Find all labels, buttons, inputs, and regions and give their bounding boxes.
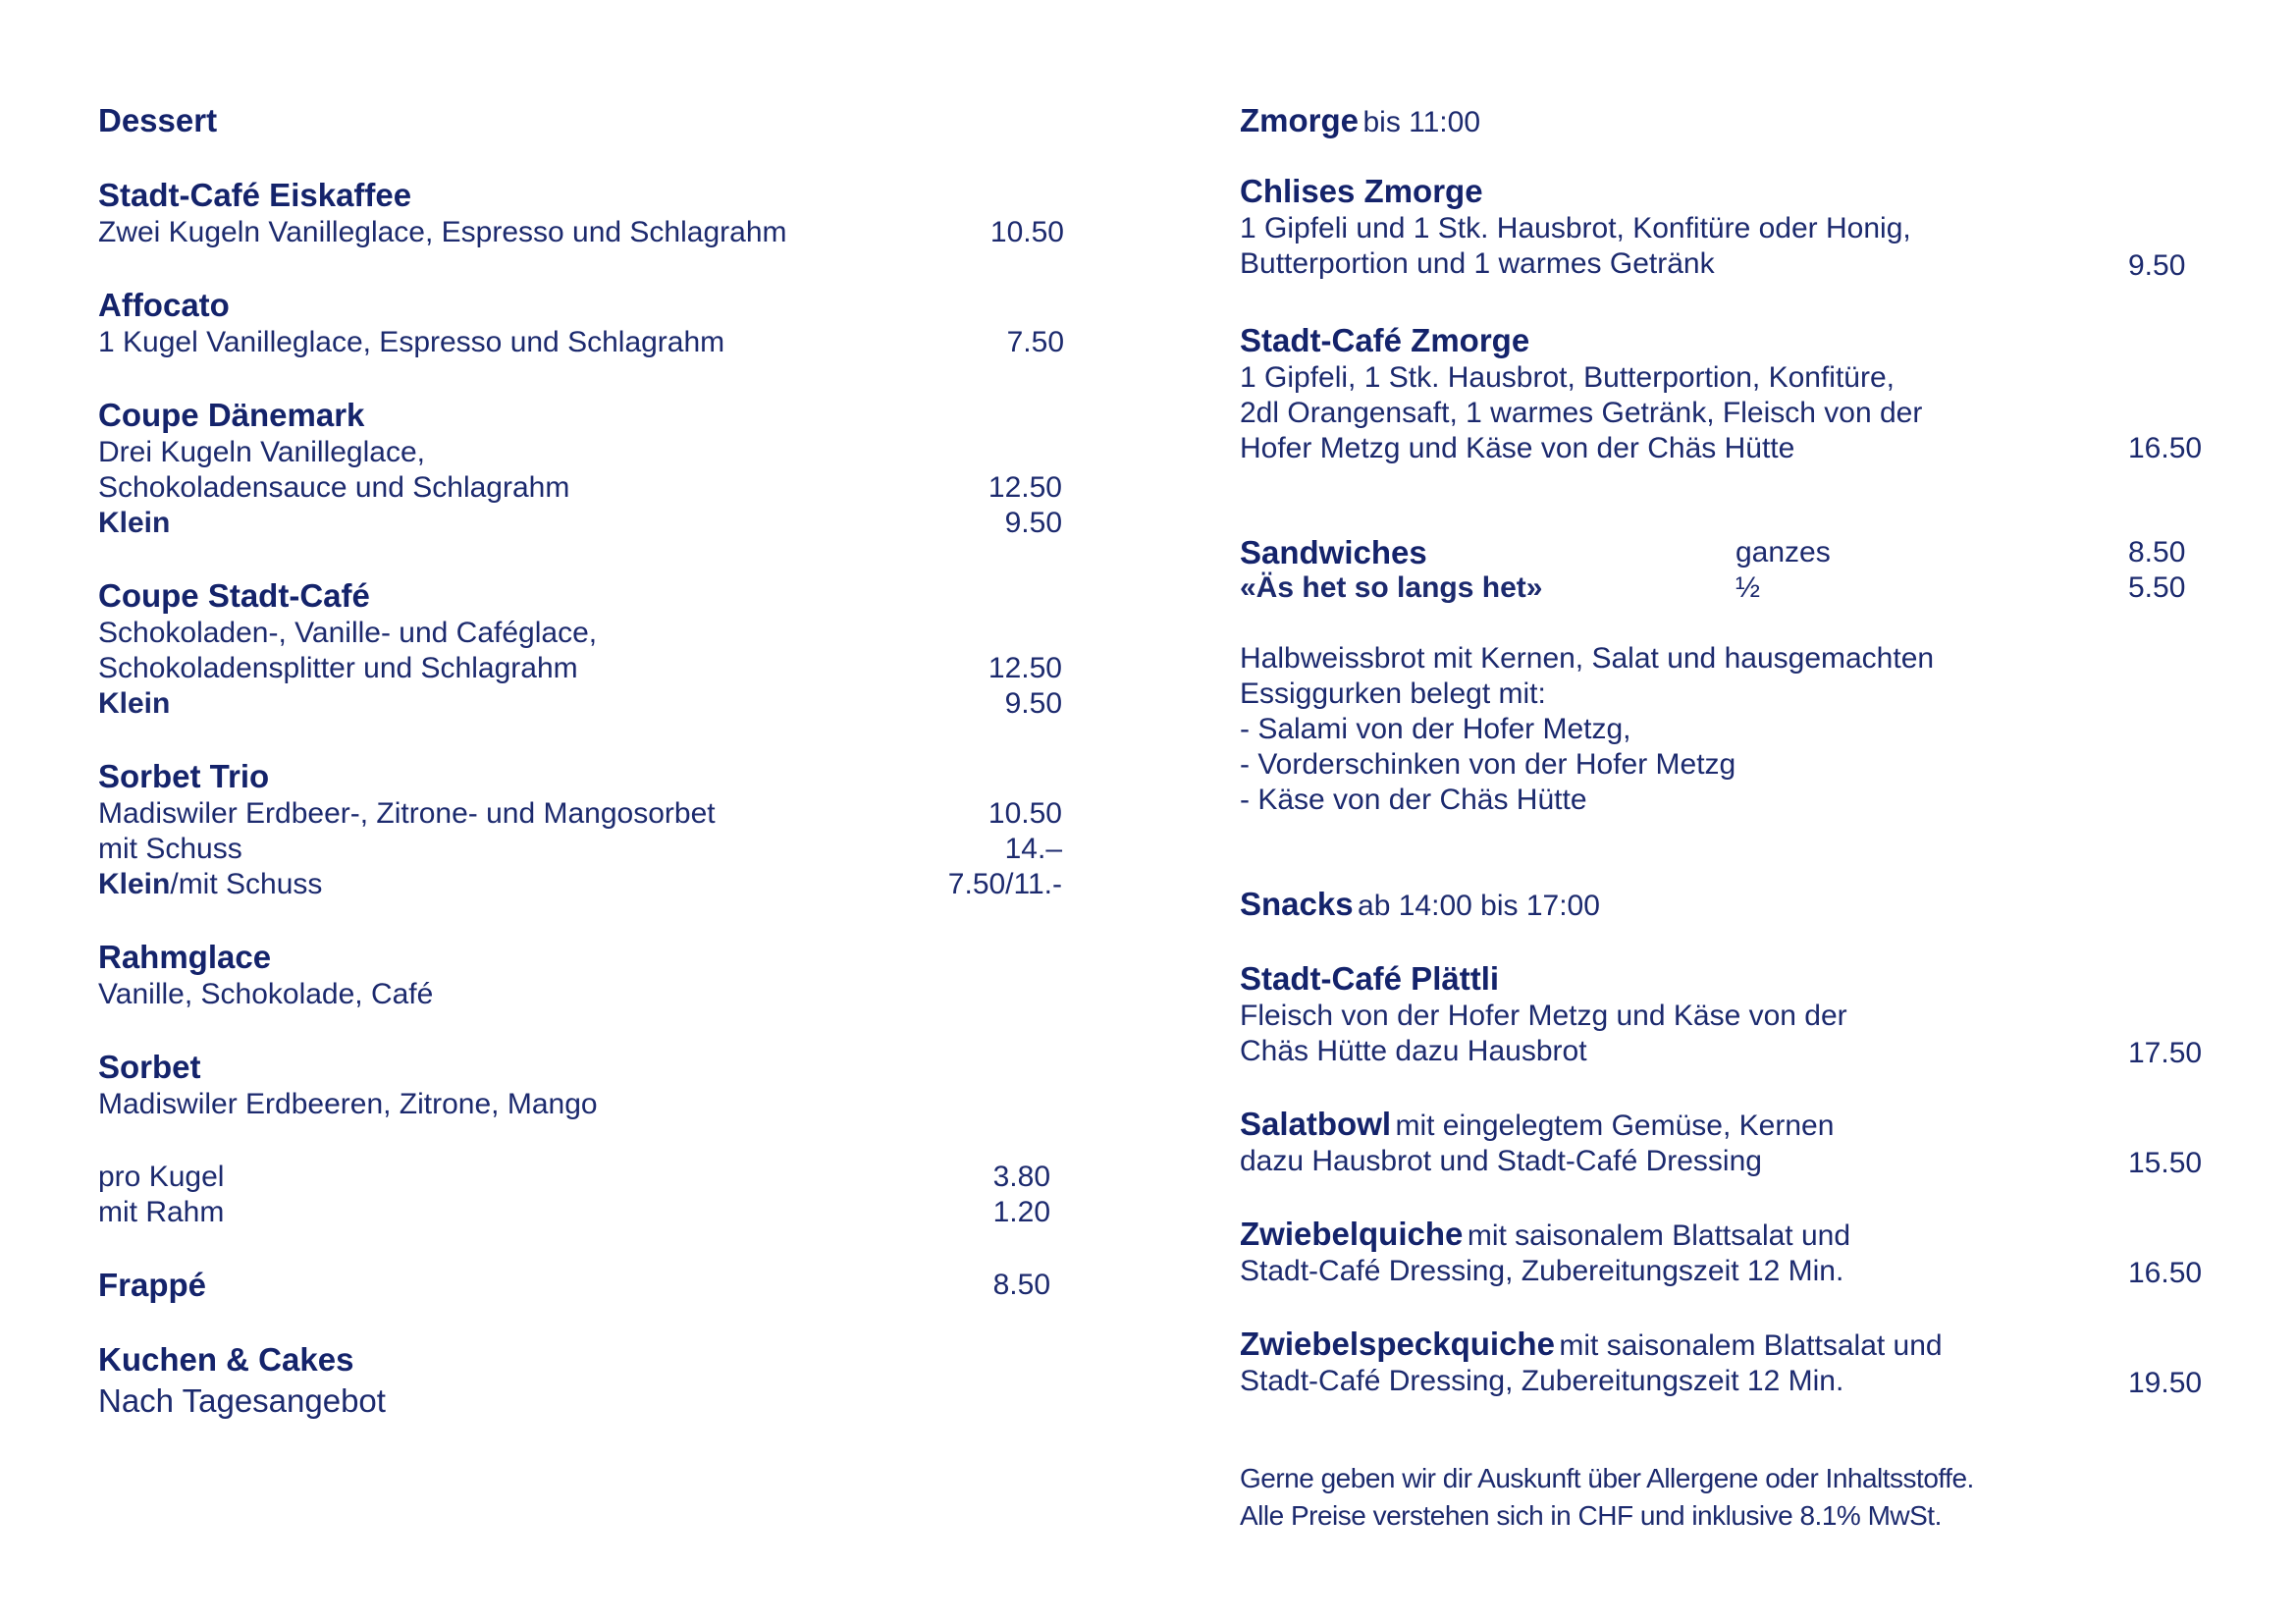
- item-name-coupe-stadtcafe: Coupe Stadt-Café: [98, 577, 370, 614]
- item-name-frappe: Frappé: [98, 1267, 207, 1303]
- item-klein-price-sorbet-trio: 7.50/11.-: [947, 868, 1062, 900]
- item-price-sorbet-trio: 10.50: [988, 797, 1062, 830]
- item-desc-coupe-stadtcafe-2: Schokoladensplitter und Schlagrahm: [98, 652, 578, 684]
- item-desc-plattli-2: Chäs Hütte dazu Hausbrot: [1240, 1035, 1587, 1067]
- item-row-speckquiche: [1240, 1327, 1943, 1361]
- item-desc-salatbowl-1: mit eingelegtem Gemüse, Kernen: [1395, 1110, 1835, 1142]
- sandwich-whole-label: ganzes: [1735, 536, 1831, 568]
- item-desc-stadtcafe-zmorge-2: 2dl Orangensaft, 1 warmes Getränk, Fleisch von der: [1240, 397, 1923, 429]
- kugel-label: pro Kugel: [98, 1161, 225, 1193]
- item-klein-row-sorbet-trio: [98, 870, 322, 899]
- item-small-label-danemark: Klein: [98, 507, 171, 539]
- item-row-zwiebelquiche: [1240, 1218, 1850, 1251]
- snacks-time: ab 14:00 bis 17:00: [1358, 890, 1600, 922]
- item-price-zwiebelquiche: 16.50: [2128, 1257, 2203, 1289]
- item-name-plattli: Stadt-Café Plättli: [1240, 960, 1500, 997]
- item-desc-kuchen: Nach Tagesangebot: [98, 1382, 386, 1419]
- section-title-dessert: Dessert: [98, 102, 218, 138]
- item-desc-speckquiche-1: mit saisonalem Blattsalat und: [1559, 1329, 1943, 1362]
- item-price-salatbowl: 15.50: [2128, 1147, 2203, 1179]
- item-name-stadtcafe-zmorge: Stadt-Café Zmorge: [1240, 322, 1530, 358]
- item-price-danemark: 12.50: [988, 471, 1062, 504]
- rahm-label: mit Rahm: [98, 1196, 225, 1228]
- item-desc-zwiebelquiche-1: mit saisonalem Blattsalat und: [1467, 1219, 1851, 1252]
- item-desc-stadtcafe-zmorge-3: Hofer Metzg und Käse von der Chäs Hütte: [1240, 432, 1795, 464]
- sandwich-item-2: - Vorderschinken von der Hofer Metzg: [1240, 748, 1736, 781]
- sandwich-subtitle: «Äs het so langs het»: [1240, 571, 1543, 604]
- item-desc-salatbowl-2: dazu Hausbrot und Stadt-Café Dressing: [1240, 1145, 1762, 1177]
- footer-note-allergens: Gerne geben wir dir Auskunft über Allergene oder Inhaltsstoffe.: [1240, 1463, 1974, 1493]
- item-schuss-label-sorbet-trio: mit Schuss: [98, 833, 242, 865]
- item-name-affocato: Affocato: [98, 287, 230, 323]
- sandwich-desc-2: Essiggurken belegt mit:: [1240, 677, 1546, 710]
- sandwich-item-3: - Käse von der Chäs Hütte: [1240, 784, 1587, 816]
- item-schuss-price-sorbet-trio: 14.–: [1004, 833, 1062, 865]
- section-title-zmorge-row: [1240, 104, 1480, 137]
- item-desc-danemark-1: Drei Kugeln Vanilleglace,: [98, 436, 425, 468]
- item-klein-suffix-sorbet-trio: /mit Schuss: [170, 868, 323, 900]
- item-name-sorbet: Sorbet: [98, 1049, 201, 1085]
- item-klein-label-sorbet-trio: Klein: [98, 868, 171, 900]
- item-desc-chlises-1: 1 Gipfeli und 1 Stk. Hausbrot, Konfitüre oder Honig,: [1240, 212, 1911, 244]
- item-price-speckquiche: 19.50: [2128, 1367, 2203, 1399]
- item-price-eiskaffee: 10.50: [989, 216, 1064, 248]
- item-desc-stadtcafe-zmorge-1: 1 Gipfeli, 1 Stk. Hausbrot, Butterportion, Konfitüre,: [1240, 361, 1896, 394]
- item-small-label-coupe-stadtcafe: Klein: [98, 687, 171, 720]
- item-name-sorbet-trio: Sorbet Trio: [98, 758, 270, 794]
- sandwich-half-label: ½: [1735, 571, 1761, 604]
- item-small-price-coupe-stadtcafe: 9.50: [1004, 687, 1062, 720]
- kugel-price: 3.80: [992, 1161, 1050, 1193]
- item-desc-affocato: 1 Kugel Vanilleglace, Espresso und Schlagrahm: [98, 326, 725, 358]
- item-desc-speckquiche-2: Stadt-Café Dressing, Zubereitungszeit 12 Min.: [1240, 1365, 1844, 1397]
- item-name-sandwiches: Sandwiches: [1240, 534, 1427, 570]
- item-desc-sorbet-trio: Madiswiler Erdbeer-, Zitrone- und Mangosorbet: [98, 797, 716, 830]
- item-price-plattli: 17.50: [2128, 1037, 2203, 1069]
- item-name-chlises-zmorge: Chlises Zmorge: [1240, 173, 1483, 209]
- sandwich-item-1: - Salami von der Hofer Metzg,: [1240, 713, 1631, 745]
- item-desc-zwiebelquiche-2: Stadt-Café Dressing, Zubereitungszeit 12 Min.: [1240, 1255, 1844, 1287]
- footer-note-prices: Alle Preise verstehen sich in CHF und inklusive 8.1% MwSt.: [1240, 1500, 1942, 1531]
- section-title-snacks: Snacks: [1240, 886, 1354, 922]
- section-title-snacks-row: [1240, 888, 1600, 921]
- item-name-danemark: Coupe Dänemark: [98, 397, 365, 433]
- item-price-chlises: 9.50: [2128, 249, 2186, 282]
- rahm-price: 1.20: [992, 1196, 1050, 1228]
- item-name-zwiebelquiche: Zwiebelquiche: [1240, 1216, 1464, 1252]
- item-row-salatbowl: [1240, 1108, 1834, 1141]
- item-name-kuchen: Kuchen & Cakes: [98, 1341, 354, 1378]
- item-desc-chlises-2: Butterportion und 1 warmes Getränk: [1240, 247, 1715, 280]
- sandwich-half-price: 5.50: [2128, 571, 2186, 604]
- item-price-affocato: 7.50: [1006, 326, 1064, 358]
- item-desc-rahmglace: Vanille, Schokolade, Café: [98, 978, 434, 1010]
- item-desc-sorbet: Madiswiler Erdbeeren, Zitrone, Mango: [98, 1088, 598, 1120]
- item-name-eiskaffee: Stadt-Café Eiskaffee: [98, 177, 412, 213]
- item-desc-plattli-1: Fleisch von der Hofer Metzg und Käse von der: [1240, 1000, 1847, 1032]
- sandwich-whole-price: 8.50: [2128, 536, 2186, 568]
- item-name-speckquiche: Zwiebelspeckquiche: [1240, 1326, 1555, 1362]
- item-price-frappe: 8.50: [992, 1269, 1050, 1301]
- item-name-salatbowl: Salatbowl: [1240, 1106, 1392, 1142]
- item-desc-eiskaffee: Zwei Kugeln Vanilleglace, Espresso und Schlagrahm: [98, 216, 787, 248]
- item-desc-coupe-stadtcafe-1: Schokoladen-, Vanille- und Caféglace,: [98, 617, 598, 649]
- item-small-price-danemark: 9.50: [1004, 507, 1062, 539]
- item-name-rahmglace: Rahmglace: [98, 939, 272, 975]
- section-title-zmorge: Zmorge: [1240, 102, 1360, 138]
- item-price-coupe-stadtcafe: 12.50: [988, 652, 1062, 684]
- sandwich-desc-1: Halbweissbrot mit Kernen, Salat und hausgemachten: [1240, 642, 1935, 675]
- item-desc-danemark-2: Schokoladensauce und Schlagrahm: [98, 471, 570, 504]
- zmorge-time: bis 11:00: [1362, 106, 1480, 138]
- item-price-stadtcafe-zmorge: 16.50: [2128, 432, 2203, 464]
